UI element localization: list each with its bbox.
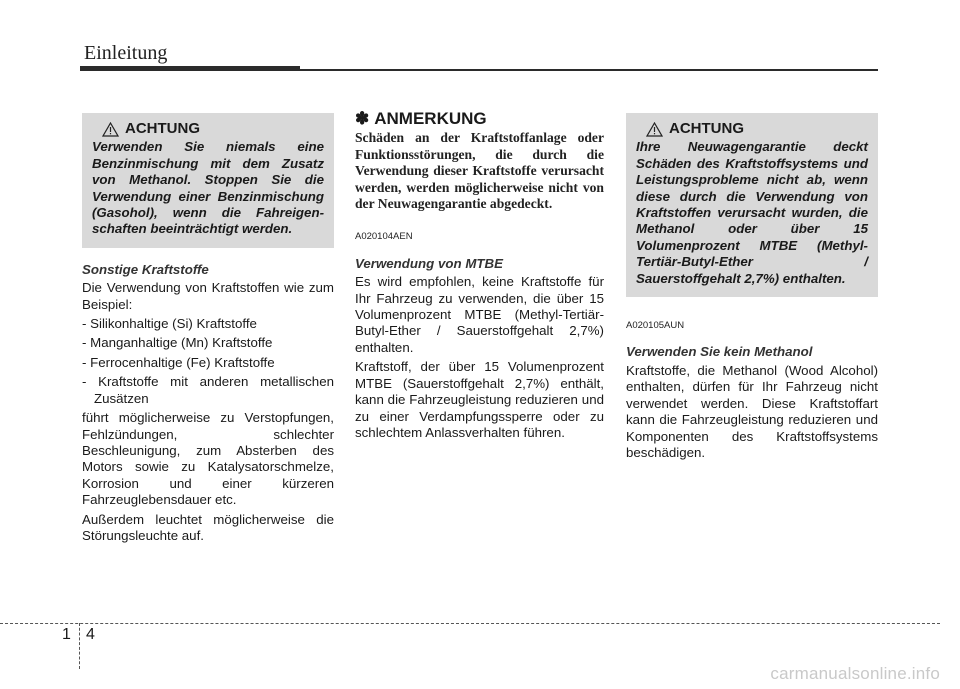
paragraph: Kraftstoffe, die Methanol (Wood Alcohol) enthalten, dürfen für Ihr Fahrzeug nicht verwendet werden. Diese Kraftstoffart kann die Fahrzeugleistung reduzieren und Komponenten des Kraftstoffsystems beschädigen. [626, 362, 878, 460]
list-item: - Silikonhaltige (Si) Kraftstoffe [82, 316, 257, 332]
paragraph: Es wird empfohlen, keine Kraftstoffe für Ihr Fahrzeug zu verwenden, die über 15 Volumenprozent MTBE (Methyl-Tertiär-Butyl-Ether / Sauerstoffgehalt 2,7%) enthalten. [355, 274, 604, 355]
right-column [626, 113, 878, 461]
list-item: - Manganhaltige (Mn) Kraftstoffe [82, 335, 273, 351]
warning-box-right [626, 113, 878, 297]
warning-box-left [82, 113, 334, 248]
warning-title: ACHTUNG [669, 120, 744, 137]
page-header-title: Einleitung [84, 42, 168, 64]
warning-text: Ihre Neuwagengarantie deckt Schäden des Kraftstoffsystems und Leistungsprobleme nicht ab, wenn diese durch die Verwendung von Kraftstoffen verursacht wurden, die Methanol oder über 15 Volumenprozent MTBE (Methyl-Tertiär-Butyl-Ether / Sauerstoffgehalt 2,7%) enthalten. [636, 139, 868, 286]
left-column [82, 113, 334, 544]
section-title-other-fuels: Sonstige Kraftstoffe [82, 261, 209, 277]
section-code: A020105AUN [626, 320, 685, 332]
asterisk-icon: ✽ [355, 109, 370, 128]
page-number: 4 [86, 626, 95, 643]
section-title-methanol: Verwenden Sie kein Methanol [626, 344, 813, 360]
warning-triangle-icon [102, 122, 119, 137]
watermark: carmanualsonline.info [770, 664, 940, 683]
section-title-mtbe: Verwendung von MTBE [355, 255, 503, 271]
header-rule-thin [300, 69, 878, 71]
note-heading [355, 111, 604, 127]
intro-text: Die Verwendung von Kraftstoffen wie zum Beispiel: [82, 280, 334, 312]
list-item: - Ferrocenhaltige (Fe) Kraftstoffe [82, 354, 275, 370]
warning-title: ACHTUNG [125, 120, 200, 137]
warning-heading [102, 121, 324, 137]
warning-text: Verwenden Sie niemals eine Benzinmischung mit dem Zusatz von Methanol. Stoppen Sie die Verwendung einer Benzinmischung (Gasohol), wenn die Fahreigen-schaften beeinträchtigt werden. [92, 139, 324, 237]
paragraph: Kraftstoff, der über 15 Volumenprozent MTBE (Sauerstoffgehalt 2,7%) enthält, kann die Fahrzeugleistung reduzieren und zu einer Verdampfungssperre oder zu schlechtem Anlassverhalten führen. [355, 359, 604, 440]
list-item: - Kraftstoffe mit anderen metallischen Zusätzen [82, 374, 334, 406]
note-text: Schäden an der Kraftstoffanlage oder Funktionsstörungen, die durch die Verwendung dieser Kraftstoffe verursacht werden, werden möglicherweise nicht von der Neuwagengarantie abgedeckt. [355, 130, 604, 212]
middle-column [355, 111, 604, 441]
note-title: ANMERKUNG [374, 109, 487, 128]
chapter-number: 1 [62, 626, 71, 643]
section-code: A020104AEN [355, 231, 413, 243]
warning-heading [646, 121, 868, 137]
footer-divider [79, 623, 80, 669]
warning-triangle-icon [646, 122, 663, 137]
footer-rule [0, 623, 940, 624]
header-rule-thick [80, 66, 300, 71]
paragraph: führt möglicherweise zu Verstopfungen, Fehlzündungen, schlechter Beschleunigung, zum Absterben des Motors sowie zu Katalysatorschmelze, Korrosion und einer kürzeren Fahrzeuglebensdauer etc. [82, 410, 334, 508]
paragraph: Außerdem leuchtet möglicherweise die Störungsleuchte auf. [82, 511, 334, 543]
